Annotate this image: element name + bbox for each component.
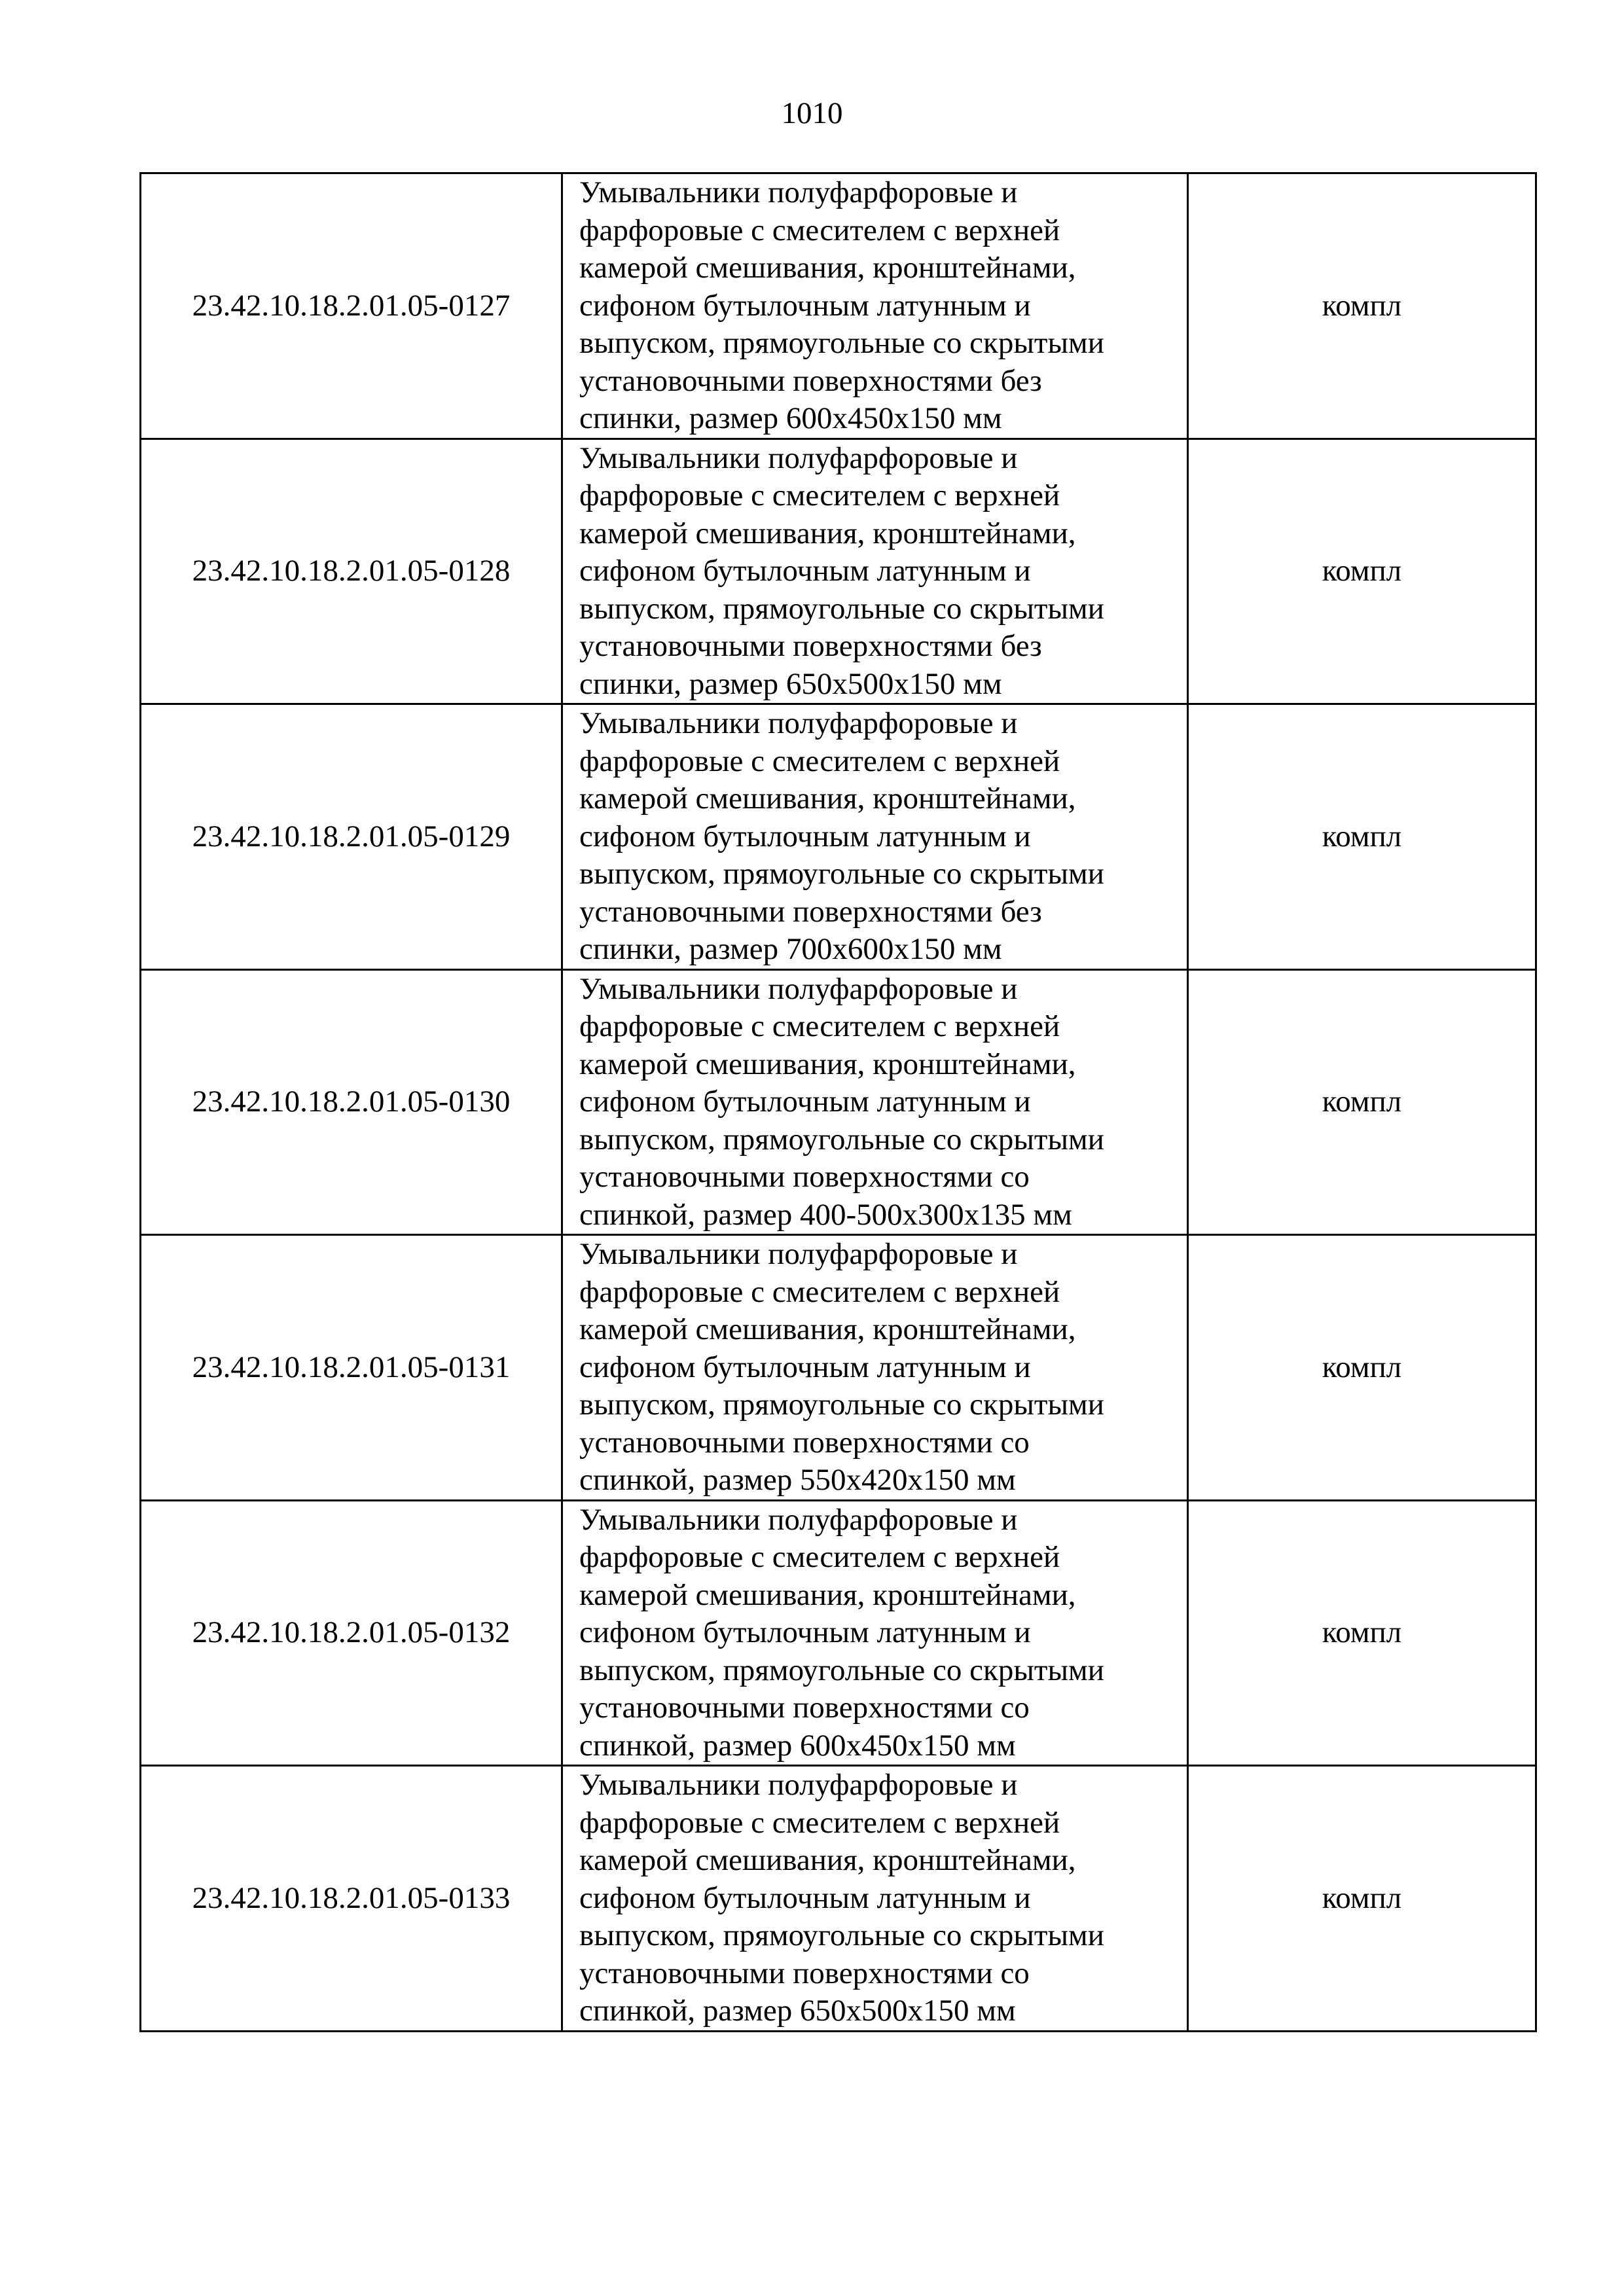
resource-code: 23.42.10.18.2.01.05-0131 bbox=[141, 1235, 562, 1501]
resource-description bbox=[562, 969, 1188, 1235]
description-line: выпуском, прямоугольные со скрытыми bbox=[579, 857, 1104, 891]
description-line: сифоном бутылочным латунным и bbox=[579, 1880, 1031, 1915]
resource-code: 23.42.10.18.2.01.05-0127 bbox=[141, 173, 562, 439]
description-line: выпуском, прямоугольные со скрытыми bbox=[579, 1918, 1104, 1952]
resource-code: 23.42.10.18.2.01.05-0133 bbox=[141, 1766, 562, 2032]
description-line: камерой смешивания, кронштейнами, bbox=[579, 1312, 1076, 1346]
description-line: спинкой, размер 400-500х300х135 мм bbox=[579, 1197, 1072, 1232]
description-line: установочными поверхностями со bbox=[579, 1160, 1030, 1194]
table-row bbox=[141, 969, 1536, 1235]
resource-table bbox=[139, 172, 1537, 2032]
description-line: Умывальники полуфарфоровые и bbox=[579, 1768, 1018, 1802]
resource-code: 23.42.10.18.2.01.05-0132 bbox=[141, 1500, 562, 1766]
description-line: камерой смешивания, кронштейнами, bbox=[579, 781, 1076, 816]
description-line: камерой смешивания, кронштейнами, bbox=[579, 1843, 1076, 1877]
description-line: фарфоровые с смесителем с верхней bbox=[579, 1009, 1060, 1043]
table-row bbox=[141, 1500, 1536, 1766]
unit-of-measure: компл bbox=[1188, 1766, 1536, 2032]
description-line: установочными поверхностями со bbox=[579, 1691, 1030, 1725]
resource-description bbox=[562, 1500, 1188, 1766]
unit-of-measure: компл bbox=[1188, 1500, 1536, 1766]
description-line: фарфоровые с смесителем с верхней bbox=[579, 478, 1060, 512]
description-line: спинкой, размер 550х420х150 мм bbox=[579, 1463, 1016, 1497]
description-line: спинкой, размер 650х500х150 мм bbox=[579, 1994, 1016, 2028]
description-line: выпуском, прямоугольные со скрытыми bbox=[579, 1653, 1104, 1687]
description-line: Умывальники полуфарфоровые и bbox=[579, 971, 1018, 1006]
table-row bbox=[141, 1235, 1536, 1501]
description-line: Умывальники полуфарфоровые и bbox=[579, 706, 1018, 740]
description-line: камерой смешивания, кронштейнами, bbox=[579, 1047, 1076, 1081]
description-line: выпуском, прямоугольные со скрытыми bbox=[579, 326, 1104, 360]
description-line: выпуском, прямоугольные со скрытыми bbox=[579, 591, 1104, 626]
unit-of-measure: компл bbox=[1188, 439, 1536, 704]
description-line: сифоном бутылочным латунным и bbox=[579, 288, 1031, 323]
table-body bbox=[141, 173, 1536, 2032]
description-line: Умывальники полуфарфоровые и bbox=[579, 175, 1018, 209]
description-line: сифоном бутылочным латунным и bbox=[579, 1615, 1031, 1649]
description-line: сифоном бутылочным латунным и bbox=[579, 554, 1031, 588]
description-line: установочными поверхностями без bbox=[579, 363, 1042, 398]
resource-code: 23.42.10.18.2.01.05-0130 bbox=[141, 969, 562, 1235]
unit-of-measure: компл bbox=[1188, 173, 1536, 439]
description-line: установочными поверхностями со bbox=[579, 1956, 1030, 1990]
table-row bbox=[141, 173, 1536, 439]
description-line: камерой смешивания, кронштейнами, bbox=[579, 251, 1076, 285]
unit-of-measure: компл bbox=[1188, 704, 1536, 970]
resource-description bbox=[562, 173, 1188, 439]
resource-code: 23.42.10.18.2.01.05-0129 bbox=[141, 704, 562, 970]
resource-description bbox=[562, 704, 1188, 970]
description-line: фарфоровые с смесителем с верхней bbox=[579, 744, 1060, 778]
description-line: Умывальники полуфарфоровые и bbox=[579, 1502, 1018, 1537]
unit-of-measure: компл bbox=[1188, 969, 1536, 1235]
description-line: камерой смешивания, кронштейнами, bbox=[579, 516, 1076, 550]
description-line: фарфоровые с смесителем с верхней bbox=[579, 1805, 1060, 1840]
resource-description bbox=[562, 1766, 1188, 2032]
description-line: выпуском, прямоугольные со скрытыми bbox=[579, 1388, 1104, 1422]
description-line: сифоном бутылочным латунным и bbox=[579, 1085, 1031, 1119]
description-line: сифоном бутылочным латунным и bbox=[579, 819, 1031, 853]
description-line: фарфоровые с смесителем с верхней bbox=[579, 1540, 1060, 1574]
resource-description bbox=[562, 1235, 1188, 1501]
description-line: фарфоровые с смесителем с верхней bbox=[579, 1274, 1060, 1309]
description-line: сифоном бутылочным латунным и bbox=[579, 1350, 1031, 1384]
description-line: Умывальники полуфарфоровые и bbox=[579, 440, 1018, 475]
description-line: установочными поверхностями со bbox=[579, 1425, 1030, 1460]
unit-of-measure: компл bbox=[1188, 1235, 1536, 1501]
table-row bbox=[141, 439, 1536, 704]
resource-description bbox=[562, 439, 1188, 704]
description-line: установочными поверхностями без bbox=[579, 629, 1042, 663]
description-line: выпуском, прямоугольные со скрытыми bbox=[579, 1122, 1104, 1157]
description-line: фарфоровые с смесителем с верхней bbox=[579, 213, 1060, 247]
description-line: спинки, размер 650х500х150 мм bbox=[579, 666, 1002, 701]
description-line: Умывальники полуфарфоровые и bbox=[579, 1237, 1018, 1271]
page-number: 1010 bbox=[781, 96, 843, 130]
description-line: установочными поверхностями без bbox=[579, 894, 1042, 929]
description-line: спинки, размер 600х450х150 мм bbox=[579, 401, 1002, 435]
description-line: спинкой, размер 600х450х150 мм bbox=[579, 1728, 1016, 1763]
resource-code: 23.42.10.18.2.01.05-0128 bbox=[141, 439, 562, 704]
description-line: камерой смешивания, кронштейнами, bbox=[579, 1577, 1076, 1612]
description-line: спинки, размер 700х600х150 мм bbox=[579, 932, 1002, 966]
table-row bbox=[141, 704, 1536, 970]
table-row bbox=[141, 1766, 1536, 2032]
